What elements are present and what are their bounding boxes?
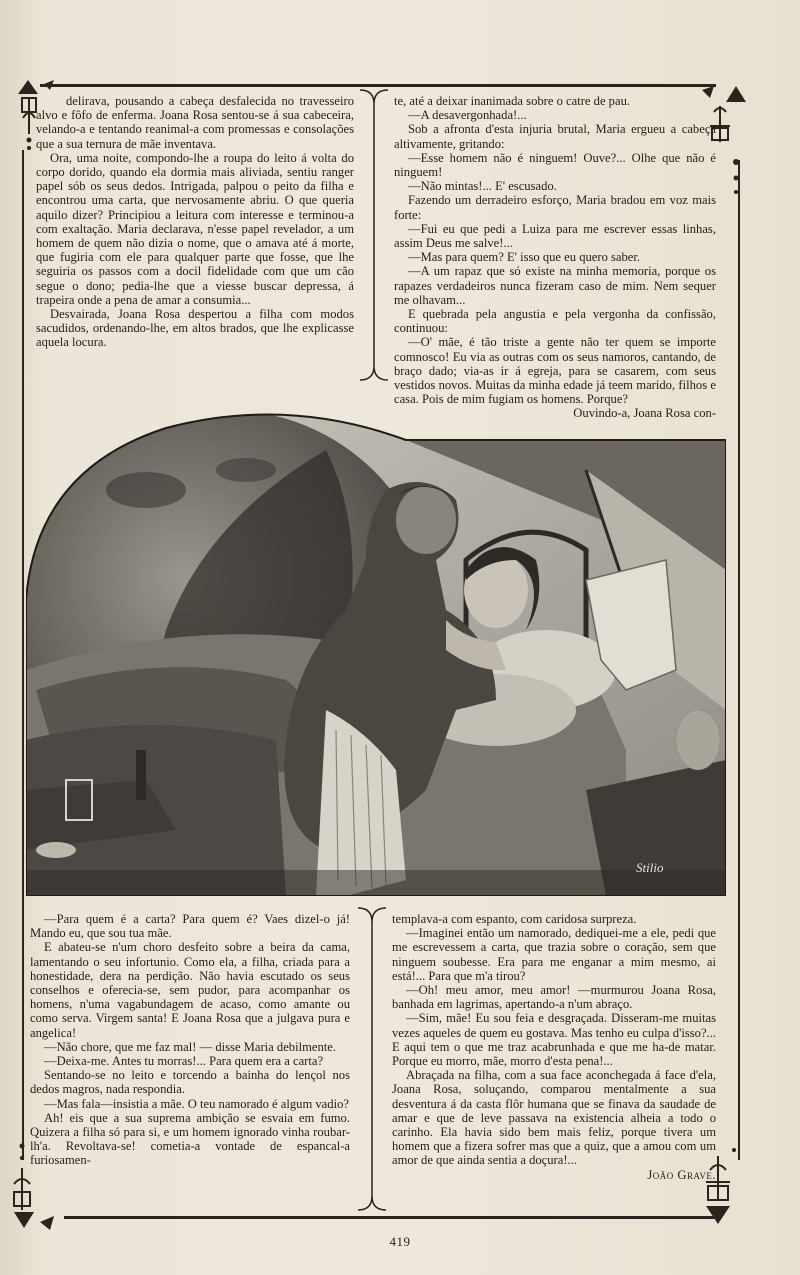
paragraph: templava-a com espanto, com caridosa surpreza.	[392, 912, 637, 926]
paragraph: E abateu-se n'um choro desfeito sobre a beira da cama, lamentando o seu infortunio. Como ela, a filha, criada para a honestidade, dera na perdição. Não havia escutado os seus conselhos e oferecia-se, sem pudor, para acompanhar os homens, n'uma vagabundagem de acaso, como amante ou como serva. Virgem santa! E Joana Rosa que a julgava pura e angelica!	[30, 940, 350, 1040]
paragraph: —Sim, mãe! Eu sou feia e desgraçada. Disseram-me muitas vezes aqueles de quem eu gostava. Mas tenho eu culpa d'isso?... E aqui tem o que me traz acabrunhada e que me ha-de matar. Porque eu morro, mãe, morro d'esta pena!...	[392, 1011, 716, 1069]
paragraph: —Mas para quem? E' isso que eu quero saber.	[408, 250, 641, 265]
paragraph: —Esse homem não é ninguem! Ouve?... Olhe que não é ninguem!	[394, 150, 716, 180]
artist-signature: Stilio	[636, 860, 664, 875]
paragraph: —Deixa-me. Antes tu morras!... Para quem era a carta?	[44, 1054, 324, 1069]
paragraph: —Não mintas!... E' escusado.	[408, 179, 557, 194]
paragraph: Desvairada, Joana Rosa despertou a filha com modos sacudidos, ordenando-lhe, em altos brados, que lhe explicasse aquela locura.	[36, 307, 354, 350]
paragraph: Abraçada na filha, com a sua face aconchegada á face d'ela, Joana Rosa, soluçando, comparou mentalmente a sua desventura á da casta flôr humana que se finava da saudade de amar e que de leve passava na existencia alheia a todo o carinho. Ela havia sido bem mais feliz, porque tivera um homem que a fizera sofrer mas que a quiz, que a amou com um amor de que ainda sentia a doçura!...	[392, 1068, 716, 1168]
page-number: 419	[389, 1234, 411, 1249]
author-signature: João Grave.	[647, 1167, 716, 1182]
paragraph: Ah! eis que a sua suprema ambição se esvaia em fumo. Quizera a filha só para si, e um homem ignorado vinha roubar-lh'a. Revoltava-se! cometia-a vontade de espancal-a furiosamen-	[30, 1110, 350, 1168]
frame-right-rule	[738, 160, 740, 1160]
paragraph: —A desavergonhada!...	[408, 108, 527, 123]
text-column-bottom-left	[30, 912, 350, 1168]
paragraph: —A um rapaz que só existe na minha memoria, porque os rapazes verdadeiros nunca fizeram caso de mim. Nem sequer me olhavam...	[394, 264, 716, 307]
column-divider-bottom	[352, 904, 392, 1214]
paragraph: —Mas fala—insistia a mãe. O teu namorado é algum vadio?	[44, 1096, 349, 1111]
paragraph: —Fui eu que pedi a Luiza para me escrever essas linhas, assim Deus me salve!...	[394, 221, 716, 251]
paragraph: delirava, pousando a cabeça desfalecida no travesseiro alvo e fôfo de enferma. Joana Rosa sentou-se á sua cabeceira, velando-a e tentando reanimal-a com promessas e consolações que a sua ternura de mãe inventava.	[36, 94, 354, 151]
column-divider-top	[354, 86, 394, 384]
text-column-top-left	[36, 94, 354, 350]
paragraph: —Oh! meu amor, meu amor! —murmurou Joana Rosa, banhada em lagrimas, apertando-a n'um abraço.	[392, 983, 716, 1012]
paragraph: te, até a deixar inanimada sobre o catre de pau.	[394, 94, 631, 108]
illustration-mother-and-daughter	[26, 410, 726, 896]
frame-bottom-rule	[64, 1216, 720, 1219]
paragraph: Sob a afronta d'esta injuria brutal, Maria ergueu a cabeça altivamente, gritando:	[394, 122, 716, 151]
paragraph: Sentando-se no leito e torcendo a bainha do lençol nos dedos magros, nada respondia.	[30, 1068, 350, 1097]
paragraph: E quebrada pela angustia e pela vergonha da confissão, continuou:	[394, 307, 716, 336]
paragraph: Ouvindo-a, Joana Rosa con-	[573, 406, 716, 421]
paragraph: —Para quem é a carta? Para quem é? Vaes dizel-o já! Mando eu, que sou tua mãe.	[30, 912, 350, 941]
paragraph: Ora, uma noite, compondo-lhe a roupa do leito á volta do corpo dorido, quando ela dormia mais aliviada, sentiu ranger papel sób os seus dedos. Intrigada, palpou o peito da filha e encontrou uma carta, que nervosamente abriu. O que queria aquilo dizer? Principiou a leitura com interesse e terminou-a com exaltação. Maria declarava, n'esse papel revelador, a um homem de quem não dizia o nome, que o amava até á morte, que fugiria com ele para qualquer parte que fosse, que lhe seguiria os passos com a docil fidelidade com que um cão segue o dono; pedia-lhe que a viesse buscar depressa, á trapeira onde a pena de amar a consumia...	[36, 150, 354, 307]
text-column-top-right	[394, 94, 716, 421]
text-column-bottom-right	[392, 912, 716, 1182]
paragraph: —Imaginei então um namorado, dediquei-me a ele, pedi que me escrevessem a carta, que trazia sobre o coração, sem que ninguem soubesse. Era para me enganar a mim mesmo, ai está!... Para que m'a tirou?	[392, 926, 716, 983]
paragraph: —Não chore, que me faz mal! — disse Maria debilmente.	[44, 1039, 336, 1054]
paragraph: —O' mãe, é tão triste a gente não ter quem se importe comnosco! Eu via as outras com os seus namoros, cantando, de braço dado; via-as ir á egreja, para se casarem, com seus vestidos novos. Muitas da minha edade já teem marido, filhos e casa. Pois de mim fugiam os homens. Porque?	[394, 335, 716, 407]
paragraph: Fazendo um derradeiro esforço, Maria bradou em voz mais forte:	[394, 193, 716, 222]
frame-left-rule	[22, 150, 24, 1160]
